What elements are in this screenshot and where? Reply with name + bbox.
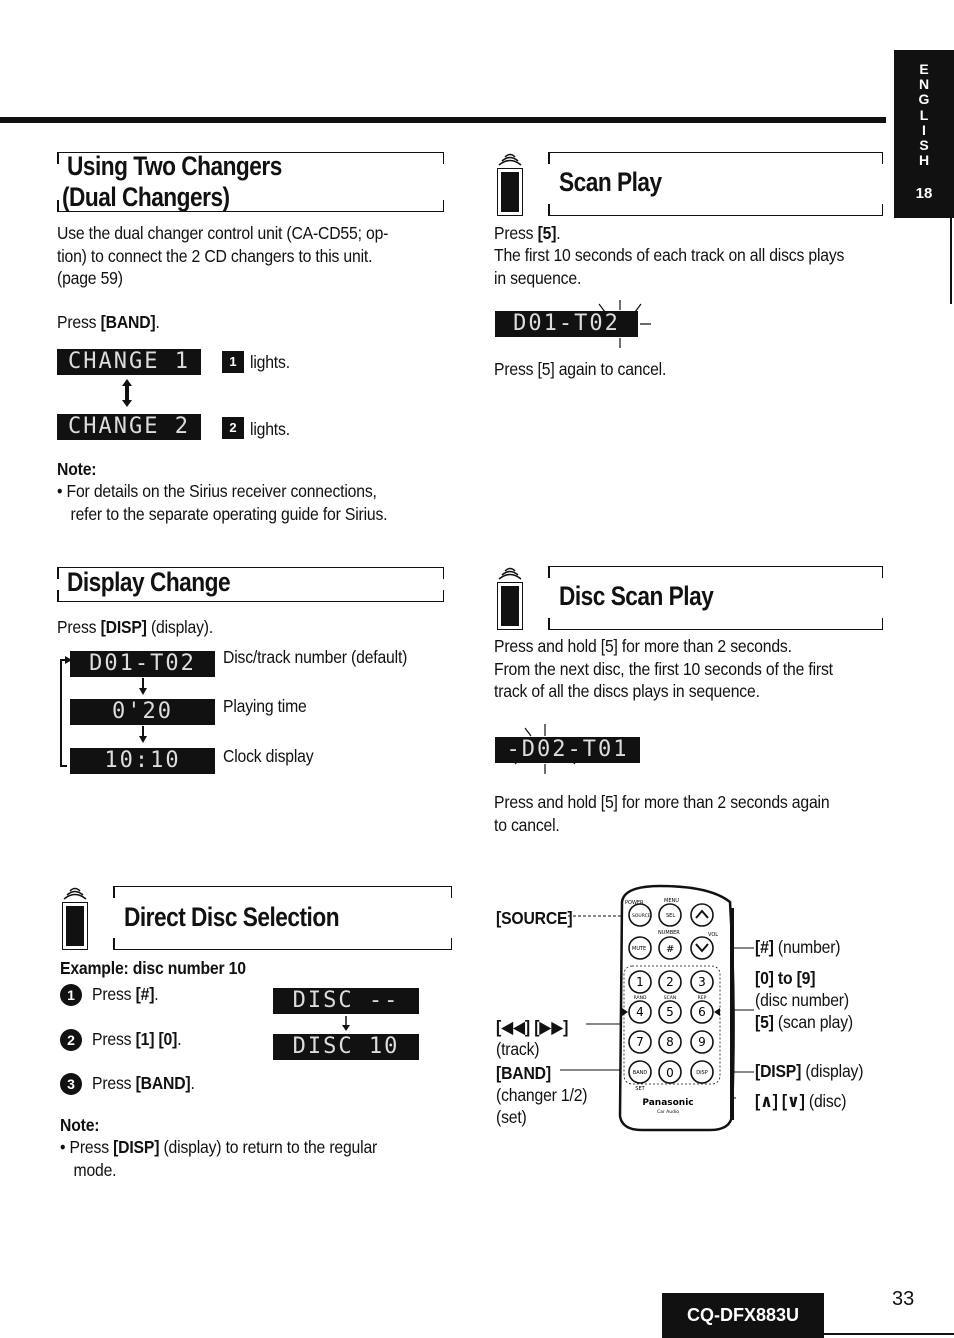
language-letters: E N G L I S H [918, 61, 930, 169]
svg-text:2: 2 [666, 975, 674, 989]
svg-text:8: 8 [666, 1035, 674, 1049]
direct-note-label: Note: [60, 1115, 100, 1135]
svg-text:MUTE: MUTE [632, 946, 647, 952]
svg-text:3: 3 [698, 975, 706, 989]
svg-text:DISP: DISP [696, 1070, 708, 1076]
disc-scan-title: Disc Scan Play [559, 581, 714, 611]
down-arrow-icon [339, 1015, 353, 1033]
step-1-text: Press [#]. [92, 984, 159, 1004]
scan-description: The first 10 seconds of each track on all discs plays in sequence. [494, 245, 845, 288]
label-disc-number: (disc number) [755, 990, 849, 1010]
scan-cancel: Press [5] again to cancel. [494, 359, 667, 379]
display-press: Press [DISP] (display). [57, 617, 214, 637]
lcd-disc-10: DISC 10 [273, 1034, 419, 1060]
label-hash: [#] (number) [755, 937, 841, 957]
changer-1-lights: lights. [250, 352, 290, 372]
label-clock: Clock display [223, 746, 314, 766]
svg-text:REP: REP [697, 996, 707, 1001]
page-number: 33 [892, 1288, 915, 1310]
step-3-number: 3 [60, 1073, 82, 1095]
top-rule [0, 117, 886, 123]
step-1-number: 1 [60, 984, 82, 1006]
dual-note: • For details on the Sirius receiver connections, refer to the separate operating guide for Sirius. [57, 481, 388, 524]
label-numkeys: [0] to [9] [755, 968, 816, 988]
label-source: [SOURCE] [496, 908, 573, 928]
step-2-text: Press [1] [0]. [92, 1029, 182, 1049]
svg-text:#: # [666, 944, 675, 955]
lcd-disc-blank: DISC -- [273, 988, 419, 1014]
disc-scan-description: Press and hold [5] for more than 2 seconds. From the next disc, the first 10 seconds of the first track of all the discs plays in sequence. [494, 636, 833, 701]
svg-text:9: 9 [698, 1035, 706, 1049]
direct-title: Direct Disc Selection [124, 902, 340, 932]
direct-note: • Press [DISP] (display) to return to the regular mode. [60, 1137, 378, 1180]
remote-control-illustration [560, 880, 760, 1135]
label-changer: (changer 1/2) [496, 1085, 588, 1105]
label-disp: [DISP] (display) [755, 1061, 864, 1081]
disc-blink-marks-icon [505, 722, 585, 776]
svg-text:POWER: POWER [625, 900, 644, 906]
lcd-disc-scan: -D02-T01 [495, 737, 640, 763]
dual-press-instruction: Press [BAND]. [57, 312, 160, 332]
model-label: CQ-DFX883U [662, 1293, 824, 1338]
svg-text:SET: SET [635, 1086, 645, 1092]
changer-2-lights: lights. [250, 419, 290, 439]
svg-text:RAND: RAND [633, 996, 647, 1001]
svg-text:0: 0 [666, 1066, 674, 1080]
svg-text:6: 6 [698, 1005, 706, 1019]
dual-title-line1: Using Two Changers [67, 151, 282, 181]
svg-text:BAND: BAND [632, 1070, 648, 1076]
lcd-playing-time: 0'20 [70, 699, 215, 725]
label-band: [BAND] [496, 1063, 551, 1083]
label-playing-time: Playing time [223, 696, 307, 716]
lcd-clock: 10:10 [70, 748, 215, 774]
dual-title-line2: (Dual Changers) [62, 182, 230, 212]
label-five: [5] (scan play) [755, 1012, 853, 1032]
svg-text:Panasonic: Panasonic [642, 1098, 694, 1108]
changer-2-icon: 2 [222, 417, 244, 439]
dual-note-label: Note: [57, 459, 97, 479]
blink-marks-icon [585, 298, 655, 350]
scan-press: Press [5]. [494, 223, 561, 243]
label-set: (set) [496, 1107, 527, 1127]
lcd-change-2: CHANGE 2 [57, 414, 201, 440]
svg-text:4: 4 [636, 1005, 644, 1019]
svg-text:1: 1 [636, 975, 644, 989]
section-page-number: 18 [915, 185, 933, 202]
lcd-disc-track: D01-T02 [70, 651, 215, 677]
direct-example: Example: disc number 10 [60, 958, 246, 978]
svg-text:SOURCE: SOURCE [632, 914, 651, 919]
lcd-scan: D01-T02 [495, 311, 638, 337]
svg-text:5: 5 [666, 1005, 674, 1019]
svg-text:NUMBER: NUMBER [658, 930, 680, 936]
svg-text:SEL: SEL [666, 913, 676, 919]
svg-text:MENU: MENU [664, 898, 679, 904]
display-title: Display Change [67, 567, 231, 597]
label-track: (track) [496, 1039, 540, 1059]
label-disc-keys: [∧] [∨] (disc) [755, 1091, 847, 1111]
step-3-text: Press [BAND]. [92, 1073, 195, 1093]
label-disc-track: Disc/track number (default) [223, 647, 408, 667]
language-tab [894, 50, 954, 218]
lcd-change-1: CHANGE 1 [57, 349, 201, 375]
dual-description: Use the dual changer control unit (CA-CD55; op- tion) to connect the 2 CD changers to this unit. (page 59) [57, 223, 389, 288]
step-2-number: 2 [60, 1029, 82, 1051]
label-track-keys: [◀◀] [▶▶] [496, 1017, 569, 1037]
footer-rule [824, 1333, 954, 1335]
svg-text:VOL: VOL [708, 932, 719, 938]
toggle-arrow-icon [120, 378, 134, 408]
svg-text:7: 7 [636, 1035, 644, 1049]
changer-1-icon: 1 [222, 351, 244, 373]
svg-text:Car Audio: Car Audio [657, 1110, 679, 1115]
disc-scan-cancel: Press and hold [5] for more than 2 seconds again to cancel. [494, 792, 830, 835]
svg-text:SCAN: SCAN [663, 996, 677, 1001]
side-rule [950, 218, 952, 304]
scan-title: Scan Play [559, 167, 662, 197]
